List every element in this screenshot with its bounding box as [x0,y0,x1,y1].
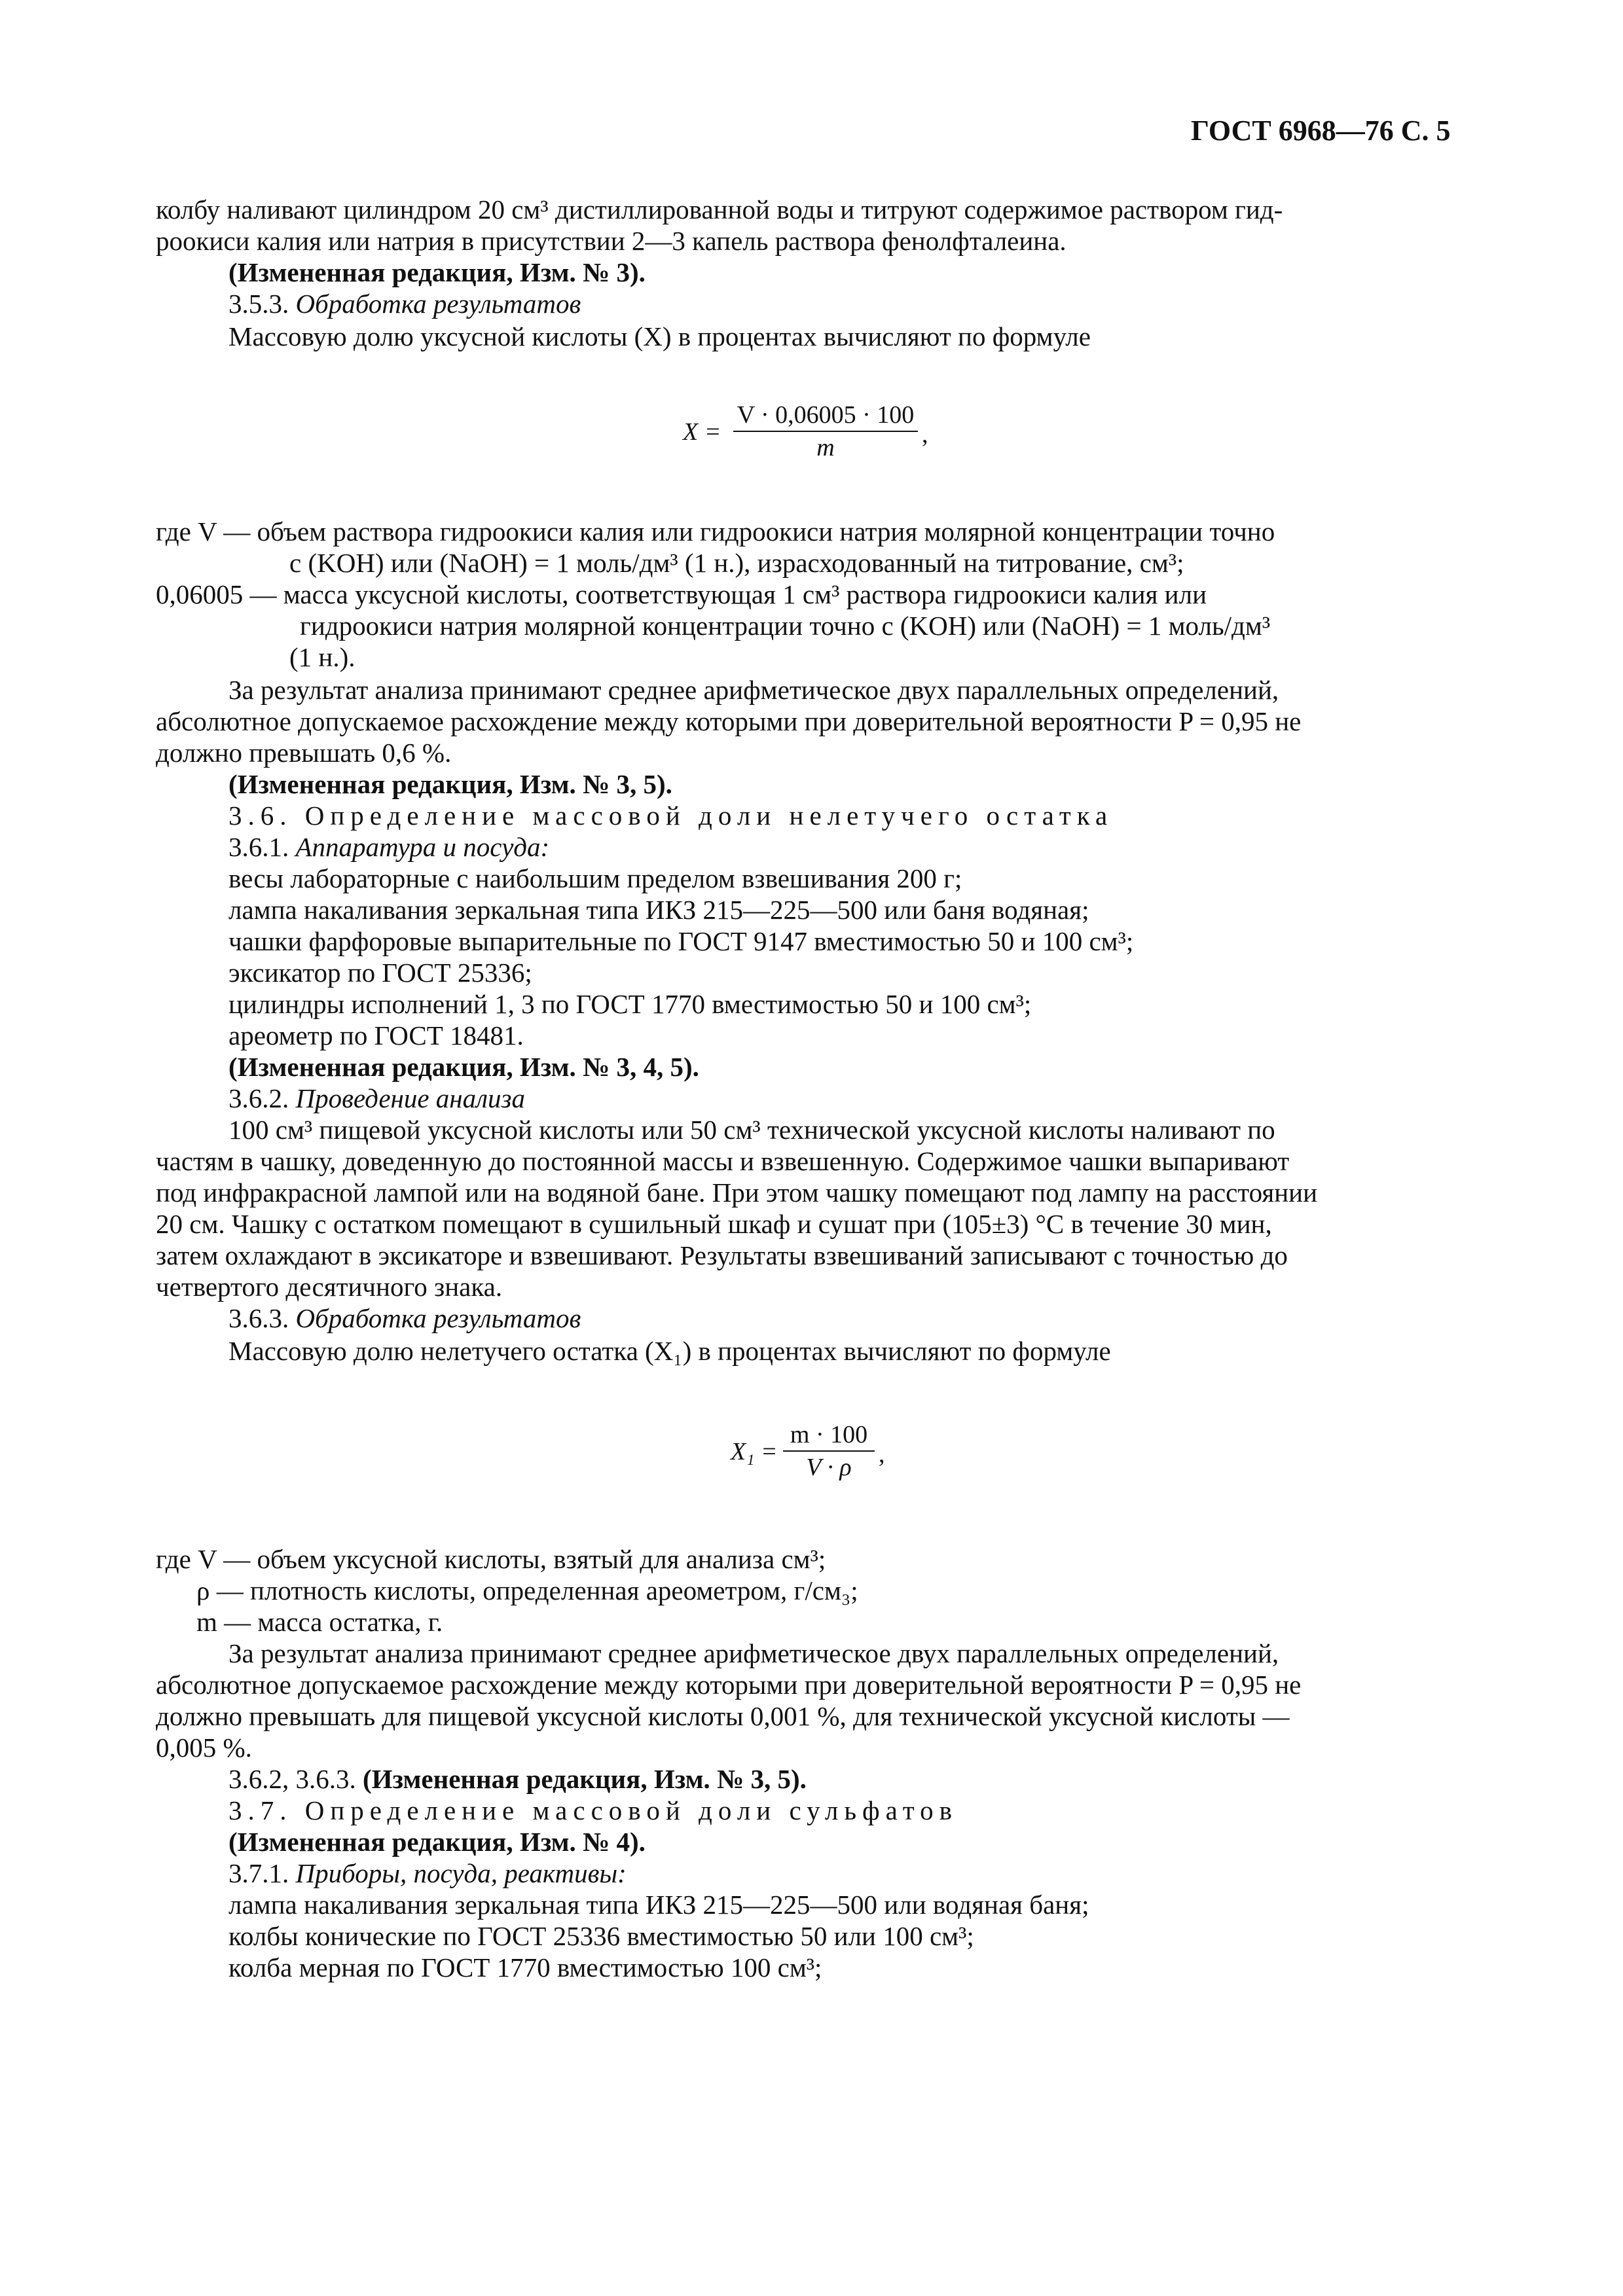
revision-note [228,1763,807,1795]
paragraph-line: должно превышать 0,6 %. [156,738,452,768]
formula-comma: , [879,1441,885,1468]
paragraph-line: 20 см. Чашку с остатком помещают в сушильный шкаф и сушат при (105±3) °С в течение 30 мин, [156,1209,1272,1239]
revision-sections: 3.6.2, 3.6.3. [228,1764,356,1794]
section-heading [228,288,581,319]
paragraph-line: под инфракрасной лампой или на водяной бане. При этом чашку помещают под лампу на расстоянии [156,1177,1318,1208]
where-line: m — масса остатка, г. [196,1607,443,1637]
revision-note: (Измененная редакция, Изм. № 3, 5). [228,769,672,799]
paragraph-line: колбу наливают цилиндром 20 см³ дистиллированной воды и титруют содержимое раствором гид- [156,194,1283,224]
paragraph-line: За результат анализа принимают среднее арифметическое двух параллельных определений, [228,1638,1279,1668]
list-item: лампа накаливания зеркальная типа ИКЗ 215—225—500 или водяная баня; [228,1890,1089,1920]
formula-lhs: X = [683,418,721,446]
section-title: Проведение анализа [295,1083,526,1113]
section-number: 3.7.1. [228,1858,289,1888]
section-number: 3.6.3. [228,1303,289,1333]
where-line: 0,06005 — масса уксусной кислоты, соответствующая 1 см³ раствора гидроокиси калия или [156,579,1207,609]
where-line: c (KOH) или (NaOH) = 1 моль/дм³ (1 н.), израсходованный на титрование, см³; [289,548,1184,578]
where-line: ρ — плотность кислоты, определенная ареометром, г/см₃; [196,1575,858,1605]
section-number: 3.6.2. [228,1083,289,1113]
list-item: чашки фарфоровые выпарительные по ГОСТ 9147 вместимостью 50 и 100 см³; [228,926,1134,956]
section-heading [228,831,549,863]
formula-denominator: m [816,434,835,461]
section-heading [228,1302,581,1334]
paragraph-line: 100 см³ пищевой уксусной кислоты или 50 см³ технической уксусной кислоты наливают по [228,1115,1275,1145]
list-item: ареометр по ГОСТ 18481. [228,1020,524,1050]
list-item: цилиндры исполнений 1, 3 по ГОСТ 1770 вместимостью 50 и 100 см³; [228,989,1032,1019]
section-title: Обработка результатов [295,1303,581,1333]
revision-note: (Измененная редакция, Изм. № 4). [228,1827,646,1857]
paragraph-line: За результат анализа принимают среднее арифметическое двух параллельных определений, [228,675,1279,705]
formula-comma: , [922,421,928,448]
section-heading: 3.6. Определение массовой доли нелетучего остатка [228,800,1114,831]
paragraph-line: затем охлаждают в эксикаторе и взвешивают. Результаты взвешиваний записывают с точностью до [156,1240,1288,1270]
fraction-bar [783,1450,875,1452]
revision-text: (Измененная редакция, Изм. № 3, 5). [363,1764,807,1794]
revision-note: (Измененная редакция, Изм. № 3). [228,257,646,287]
list-item: лампа накаливания зеркальная типа ИКЗ 215—225—500 или баня водяная; [228,895,1089,925]
section-number: 3.5.3. [228,289,289,319]
list-item: эксикатор по ГОСТ 25336; [228,958,532,988]
section-title: Приборы, посуда, реактивы: [295,1858,627,1888]
paragraph-line: должно превышать для пищевой уксусной кислоты 0,001 %, для технической уксусной кислоты — [156,1701,1290,1731]
section-heading [228,1857,627,1889]
formula-denominator: V · ρ [806,1454,852,1481]
formula-numerator: m · 100 [790,1421,868,1448]
where-line: гидроокиси натрия молярной концентрации точно c (KOH) или (NaOH) = 1 моль/дм³ [300,611,1271,641]
section-number: 3.6.1. [228,832,289,862]
formula-lhs: X₁ = [731,1438,778,1465]
paragraph-line: абсолютное допускаемое расхождение между которыми при доверительной вероятности P = 0,95 не [156,706,1302,736]
formula-numerator: V · 0,06005 · 100 [737,401,915,429]
paragraph-line: роокиси калия или натрия в присутствии 2—3 капель раствора фенолфталеина. [156,226,1067,256]
list-item: весы лабораторные с наибольшим пределом взвешивания 200 г; [228,863,962,893]
section-title: Обработка результатов [295,289,581,319]
section-heading: 3.7. Определение массовой доли сульфатов [228,1795,958,1825]
list-item: колба мерная по ГОСТ 1770 вместимостью 100 см³; [228,1952,822,1982]
fraction-bar [733,431,918,432]
paragraph-line: частям в чашку, доведенную до постоянной массы и взвешенную. Содержимое чашки выпаривают [156,1146,1290,1176]
section-title: Аппаратура и посуда: [295,832,550,862]
where-line: где V — объем уксусной кислоты, взятый для анализа см³; [156,1544,826,1574]
revision-note: (Измененная редакция, Изм. № 3, 4, 5). [228,1052,699,1082]
paragraph-line: абсолютное допускаемое расхождение между которыми при доверительной вероятности P = 0,95 не [156,1670,1302,1700]
section-heading [228,1083,525,1114]
paragraph-line: 0,005 %. [156,1732,252,1763]
where-line: (1 н.). [289,642,356,672]
where-line: где V — объем раствора гидроокиси калия или гидроокиси натрия молярной концентрации точно [156,516,1275,547]
paragraph-line: четвертого десятичного знака. [156,1272,503,1302]
page-header: ГОСТ 6968—76 С. 5 [1191,115,1451,147]
formula-intro: Массовую долю нелетучего остатка (X₁) в процентах вычисляют по формуле [228,1336,1111,1366]
list-item: колбы конические по ГОСТ 25336 вместимостью 50 или 100 см³; [228,1921,974,1951]
formula-intro: Массовую долю уксусной кислоты (X) в процентах вычисляют по формуле [228,321,1091,351]
